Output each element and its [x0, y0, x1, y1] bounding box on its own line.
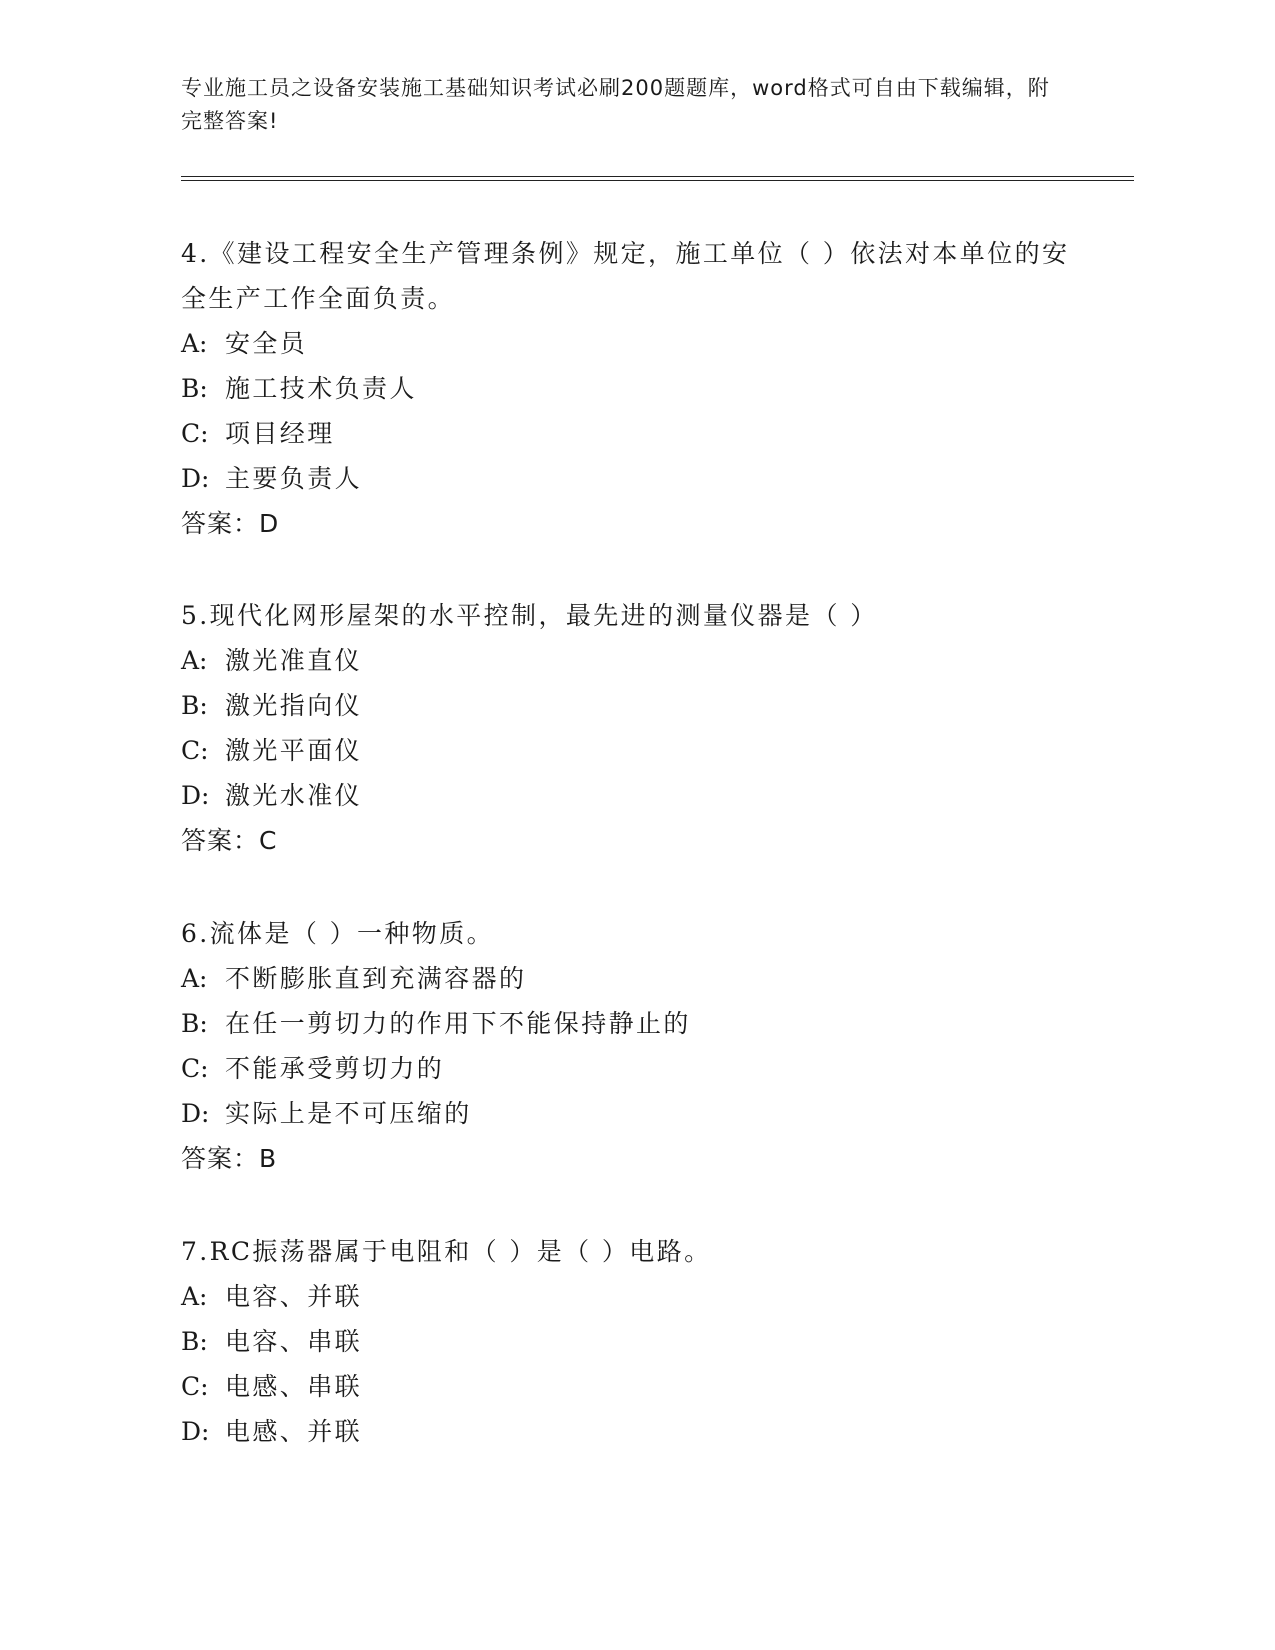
option-a: [181, 956, 1081, 1001]
option-text: 电容、并联: [225, 1282, 363, 1311]
option-text: 激光水准仪: [225, 781, 363, 810]
option-key: C:: [181, 1372, 209, 1401]
option-key: B:: [181, 1327, 208, 1356]
option-key: D:: [181, 1099, 210, 1128]
option-key: A:: [181, 964, 208, 993]
option-key: C:: [181, 736, 209, 765]
option-key: B:: [181, 1009, 208, 1038]
option-d: [181, 1409, 1081, 1454]
question-4: [181, 231, 1081, 546]
header-divider-top: [181, 176, 1134, 177]
option-text: 施工技术负责人: [225, 374, 417, 403]
option-c: [181, 411, 1081, 456]
option-key: D:: [181, 781, 210, 810]
option-text: 实际上是不可压缩的: [225, 1099, 472, 1128]
option-c: [181, 1046, 1081, 1091]
option-b: [181, 683, 1081, 728]
option-text: 电感、串联: [225, 1372, 363, 1401]
question-6: [181, 911, 1081, 1181]
option-b: [181, 1319, 1081, 1364]
option-text: 不断膨胀直到充满容器的: [225, 964, 527, 993]
header-divider-bottom: [181, 180, 1134, 181]
question-stem: 5.现代化网形屋架的水平控制，最先进的测量仪器是（ ）: [181, 601, 878, 630]
option-key: D:: [181, 464, 210, 493]
option-text: 在任一剪切力的作用下不能保持静止的: [225, 1009, 691, 1038]
question-7: [181, 1229, 1081, 1454]
option-d: [181, 456, 1081, 501]
question-stem: 7.RC振荡器属于电阻和（ ）是（ ）电路。: [181, 1237, 712, 1266]
document-header: 专业施工员之设备安装施工基础知识考试必刷200题题库，word格式可自由下载编辑，附完整答案!: [181, 76, 1050, 133]
option-text: 主要负责人: [225, 464, 363, 493]
option-key: A:: [181, 329, 208, 358]
answer: 答案：D: [181, 509, 280, 538]
option-a: [181, 1274, 1081, 1319]
option-d: [181, 773, 1081, 818]
option-text: 电感、并联: [225, 1417, 363, 1446]
option-c: [181, 728, 1081, 773]
option-text: 激光准直仪: [225, 646, 363, 675]
option-d: [181, 1091, 1081, 1136]
option-key: B:: [181, 374, 208, 403]
option-key: A:: [181, 1282, 208, 1311]
option-key: A:: [181, 646, 208, 675]
option-text: 激光指向仪: [225, 691, 363, 720]
option-key: D:: [181, 1417, 210, 1446]
option-text: 不能承受剪切力的: [225, 1054, 445, 1083]
option-key: C:: [181, 419, 209, 448]
question-5: [181, 593, 1081, 863]
answer: 答案：B: [181, 1144, 278, 1173]
option-a: [181, 321, 1081, 366]
question-stem: 6.流体是（ ）一种物质。: [181, 919, 495, 948]
option-b: [181, 1001, 1081, 1046]
question-stem: 4.《建设工程安全生产管理条例》规定，施工单位（ ）依法对本单位的安全生产工作全面负责。: [181, 239, 1070, 313]
option-text: 项目经理: [225, 419, 335, 448]
option-key: B:: [181, 691, 208, 720]
answer: 答案：C: [181, 826, 278, 855]
option-text: 激光平面仪: [225, 736, 363, 765]
option-text: 电容、串联: [225, 1327, 363, 1356]
option-a: [181, 638, 1081, 683]
option-key: C:: [181, 1054, 209, 1083]
option-b: [181, 366, 1081, 411]
option-c: [181, 1364, 1081, 1409]
option-text: 安全员: [225, 329, 308, 358]
